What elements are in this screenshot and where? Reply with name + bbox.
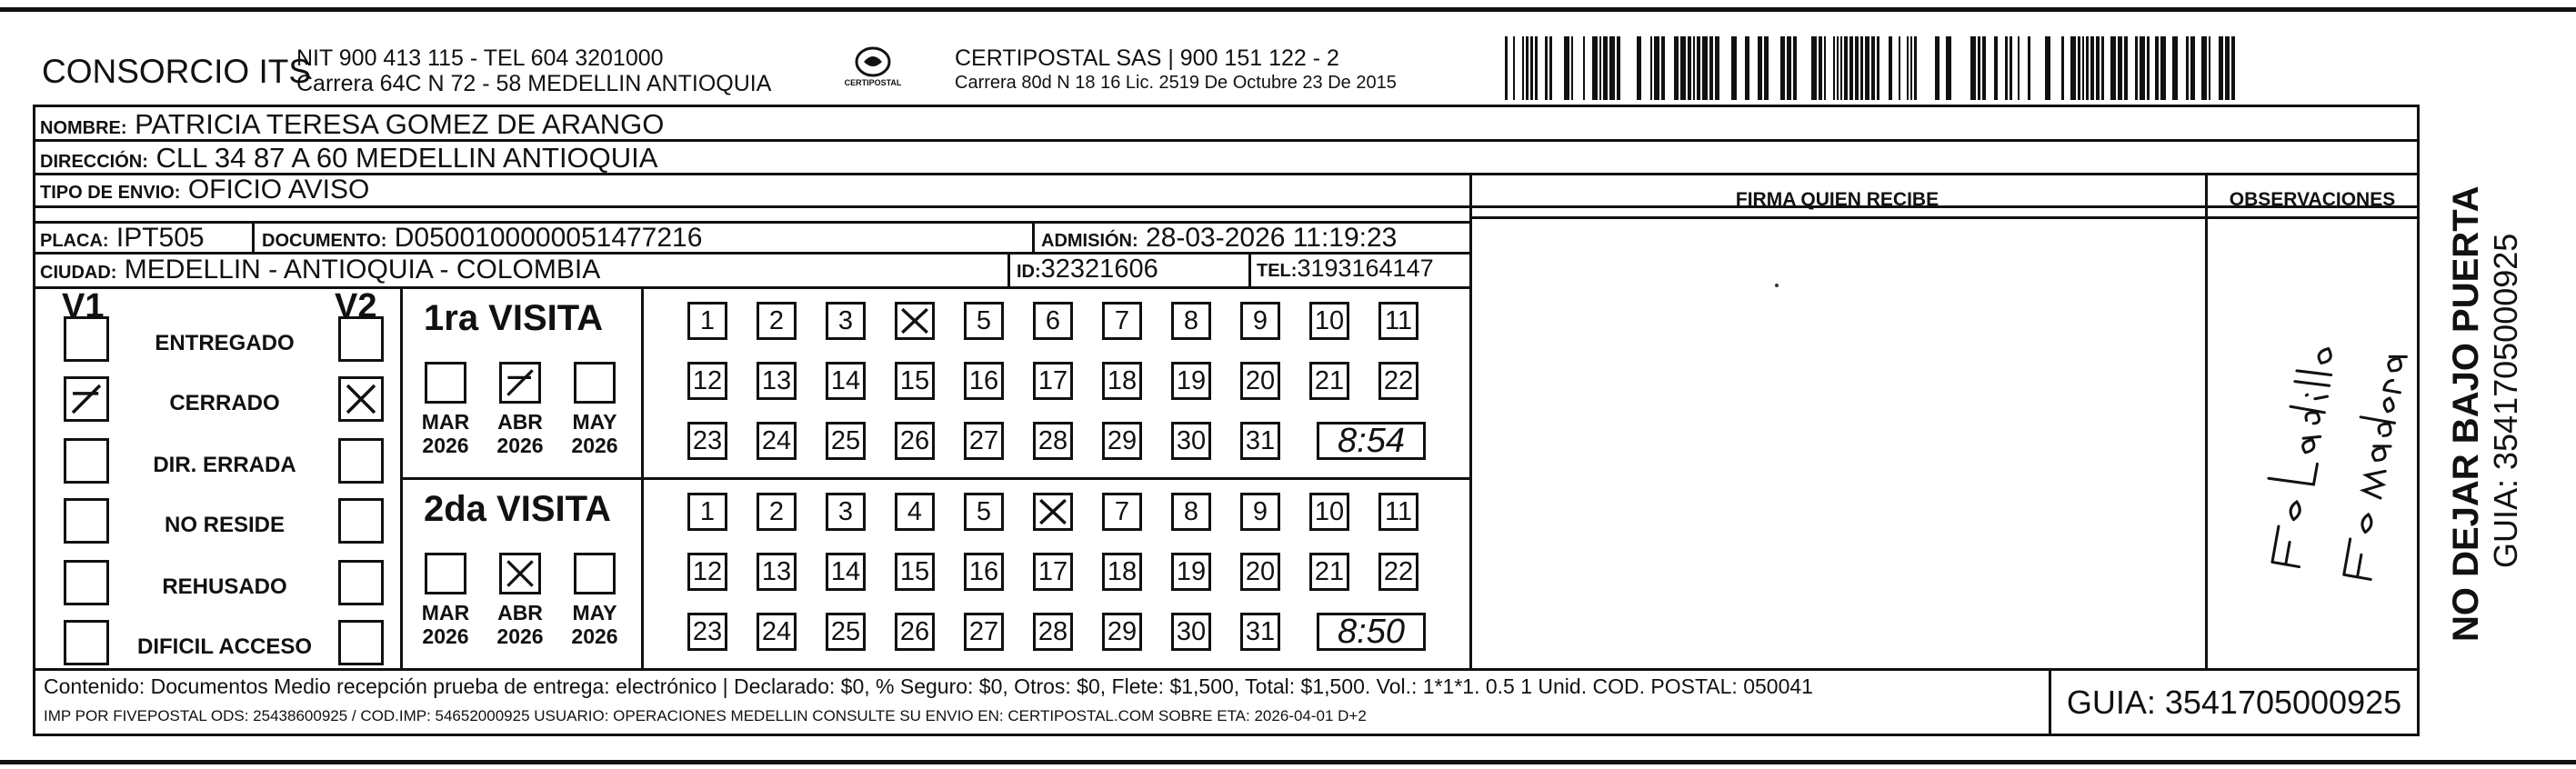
admision-value: 28-03-2026 11:19:23 <box>1146 223 1398 253</box>
admision-label: ADMISIÓN: <box>1041 231 1138 251</box>
direccion-label: DIRECCIÓN: <box>40 152 148 172</box>
day-box[interactable]: 19 <box>1171 553 1211 591</box>
row-id <box>1017 255 1158 285</box>
bottom-rule <box>0 760 2576 764</box>
day-box[interactable]: 21 <box>1309 553 1349 591</box>
day-box[interactable]: 23 <box>687 422 727 460</box>
v1-checkbox[interactable] <box>64 498 109 544</box>
day-box[interactable]: 13 <box>757 553 797 591</box>
side-warning: NO DEJAR BAJO PUERTA <box>2446 185 2486 642</box>
v2-checkbox[interactable] <box>338 438 384 484</box>
v1-checkbox[interactable] <box>64 316 109 362</box>
day-box[interactable]: 11 <box>1378 493 1418 531</box>
logo-caption: CERTIPOSTAL <box>844 78 902 87</box>
nombre-label: NOMBRE: <box>40 118 127 138</box>
footer-line1: Contenido: Documentos Medio recepción prueba de entrega: electrónico | Declarado: $0, % Seguro: $0, Otros: $0, Flete: $1,500, Total: $1,500. Vol.: 1*1*1. 0.5 1 Unid. COD. POSTAL: 050041 <box>44 674 1813 698</box>
month-checkbox[interactable] <box>574 553 616 594</box>
day-box[interactable]: 4 <box>895 493 935 531</box>
row-documento <box>262 223 702 254</box>
day-box[interactable]: 2 <box>757 302 797 340</box>
day-box[interactable]: 13 <box>757 362 797 400</box>
year-label: 2026 <box>422 434 469 457</box>
row-tel <box>1257 255 1434 283</box>
visit-time: 8:50 <box>1317 613 1426 651</box>
day-box[interactable]: 23 <box>687 613 727 651</box>
status-label: ENTREGADO <box>155 331 295 355</box>
v2-checkbox[interactable] <box>338 620 384 665</box>
day-box[interactable]: 20 <box>1240 362 1280 400</box>
day-box[interactable]: 28 <box>1033 422 1073 460</box>
day-box[interactable]: 12 <box>687 553 727 591</box>
row-direccion <box>40 142 657 175</box>
day-box[interactable]: 11 <box>1378 302 1418 340</box>
id-value: 32321606 <box>1040 255 1158 284</box>
status-label: DIFICIL ACCESO <box>136 634 312 659</box>
company-nit: NIT 900 413 115 - TEL 604 3201000 <box>296 45 664 71</box>
day-box[interactable]: 27 <box>964 613 1004 651</box>
v1-checkbox[interactable] <box>64 620 109 665</box>
footer-guia: GUIA: 3541705000925 <box>2066 684 2402 721</box>
day-box[interactable]: 21 <box>1309 362 1349 400</box>
day-box[interactable]: 17 <box>1033 553 1073 591</box>
v2-label: V2 <box>335 287 377 325</box>
company-address: Carrera 64C N 72 - 58 MEDELLIN ANTIOQUIA <box>296 71 772 96</box>
day-box[interactable]: 30 <box>1171 613 1211 651</box>
day-box[interactable]: 5 <box>964 493 1004 531</box>
month-checkbox[interactable] <box>425 553 466 594</box>
day-box[interactable]: 19 <box>1171 362 1211 400</box>
documento-value: D0500100000051477216 <box>394 223 703 253</box>
day-box[interactable]: 12 <box>687 362 727 400</box>
certipostal-logo <box>837 44 909 98</box>
row-placa <box>40 223 205 254</box>
tipo-value: OFICIO AVISO <box>187 175 370 205</box>
day-box[interactable]: 26 <box>895 613 935 651</box>
day-box[interactable]: 16 <box>964 362 1004 400</box>
day-box[interactable]: 3 <box>826 302 866 340</box>
day-box[interactable]: 14 <box>826 553 866 591</box>
visit-title: 2da VISITA <box>424 489 611 529</box>
v1-checkbox[interactable] <box>64 376 109 422</box>
day-box[interactable] <box>895 302 935 340</box>
status-label: CERRADO <box>169 391 280 415</box>
day-box[interactable]: 27 <box>964 422 1004 460</box>
v2-checkbox[interactable] <box>338 316 384 362</box>
day-box[interactable]: 17 <box>1033 362 1073 400</box>
visit-time: 8:54 <box>1317 422 1426 460</box>
top-rule <box>0 7 2576 12</box>
day-box[interactable]: 25 <box>826 613 866 651</box>
nombre-value: PATRICIA TERESA GOMEZ DE ARANGO <box>135 108 665 140</box>
day-box[interactable]: 18 <box>1102 553 1142 591</box>
signature-dot <box>1775 284 1779 287</box>
day-box[interactable]: 29 <box>1102 422 1142 460</box>
courier-license: Carrera 80d N 18 16 Lic. 2519 De Octubre 23 De 2015 <box>955 73 1397 93</box>
v2-checkbox[interactable] <box>338 560 384 605</box>
month-label: MAR <box>421 601 470 624</box>
day-box[interactable]: 31 <box>1240 422 1280 460</box>
row-ciudad <box>40 255 600 285</box>
day-box[interactable]: 1 <box>687 493 727 531</box>
side-guia: GUIA: 3541705000925 <box>2487 233 2524 568</box>
day-box[interactable]: 10 <box>1309 493 1349 531</box>
day-box[interactable]: 3 <box>826 493 866 531</box>
day-box[interactable]: 15 <box>895 553 935 591</box>
month-label: MAY <box>572 410 617 434</box>
row-nombre <box>40 108 664 141</box>
day-box[interactable]: 25 <box>826 422 866 460</box>
courier-line: CERTIPOSTAL SAS | 900 151 122 - 2 <box>955 45 1339 71</box>
year-label: 2026 <box>496 434 544 457</box>
status-label: NO RESIDE <box>164 513 286 537</box>
day-box[interactable]: 20 <box>1240 553 1280 591</box>
year-label: 2026 <box>422 624 469 648</box>
day-box[interactable]: 24 <box>757 613 797 651</box>
v2-checkbox[interactable] <box>338 498 384 544</box>
v1-checkbox[interactable] <box>64 560 109 605</box>
day-box[interactable]: 28 <box>1033 613 1073 651</box>
firma-label: FIRMA QUIEN RECIBE <box>1735 189 1940 210</box>
day-box[interactable]: 29 <box>1102 613 1142 651</box>
row-admision <box>1041 223 1397 254</box>
ciudad-label: CIUDAD: <box>40 263 117 283</box>
status-label: DIR. ERRADA <box>153 453 296 477</box>
month-checkbox[interactable] <box>499 553 541 594</box>
day-box[interactable]: 16 <box>964 553 1004 591</box>
day-box[interactable]: 26 <box>895 422 935 460</box>
documento-label: DOCUMENTO: <box>262 231 387 251</box>
v2-checkbox[interactable] <box>338 376 384 422</box>
day-box[interactable]: 8 <box>1171 493 1211 531</box>
day-box[interactable]: 18 <box>1102 362 1142 400</box>
status-label: REHUSADO <box>162 574 287 599</box>
month-checkbox[interactable] <box>574 362 616 404</box>
day-box[interactable]: 9 <box>1240 302 1280 340</box>
month-label: ABR <box>497 410 543 434</box>
day-box[interactable]: 10 <box>1309 302 1349 340</box>
footer-line2: IMP POR FIVEPOSTAL ODS: 25438600925 / COD.IMP: 54652000925 USUARIO: OPERACIONES MEDELLIN CONSULTE SU ENVIO EN: CERTIPOSTAL.COM SOBRE ETA: 2026-04-01 D+2 <box>44 707 1367 724</box>
observaciones-label: OBSERVACIONES <box>2229 189 2396 210</box>
day-box[interactable]: 7 <box>1102 493 1142 531</box>
visit-title: 1ra VISITA <box>424 298 604 338</box>
year-label: 2026 <box>496 624 544 648</box>
ciudad-value: MEDELLIN - ANTIOQUIA - COLOMBIA <box>124 255 601 285</box>
v1-label: V1 <box>62 287 105 325</box>
month-label: ABR <box>497 601 543 624</box>
day-box[interactable]: 2 <box>757 493 797 531</box>
year-label: 2026 <box>571 624 618 648</box>
year-label: 2026 <box>571 434 618 457</box>
day-box[interactable]: 22 <box>1378 362 1418 400</box>
day-box[interactable]: 30 <box>1171 422 1211 460</box>
placa-label: PLACA: <box>40 231 109 251</box>
row-tipo <box>40 175 369 205</box>
day-box[interactable]: 5 <box>964 302 1004 340</box>
day-box[interactable]: 24 <box>757 422 797 460</box>
barcode <box>1505 36 2237 100</box>
day-box[interactable] <box>1033 493 1073 531</box>
month-label: MAR <box>421 410 470 434</box>
month-checkbox[interactable] <box>499 362 541 404</box>
direccion-value: CLL 34 87 A 60 MEDELLIN ANTIOQUIA <box>155 142 658 174</box>
day-box[interactable]: 7 <box>1102 302 1142 340</box>
day-box[interactable]: 6 <box>1033 302 1073 340</box>
company-name: CONSORCIO ITS <box>42 53 312 90</box>
day-box[interactable]: 9 <box>1240 493 1280 531</box>
tel-label: TEL: <box>1257 261 1298 281</box>
day-box[interactable]: 8 <box>1171 302 1211 340</box>
signature-area <box>1472 219 2205 668</box>
id-label: ID: <box>1017 262 1041 282</box>
observations-handwriting <box>2210 300 2419 664</box>
day-box[interactable]: 1 <box>687 302 727 340</box>
day-box[interactable]: 14 <box>826 362 866 400</box>
tipo-label: TIPO DE ENVIO: <box>40 183 181 203</box>
day-box[interactable]: 31 <box>1240 613 1280 651</box>
placa-value: IPT505 <box>115 223 205 253</box>
month-checkbox[interactable] <box>425 362 466 404</box>
month-label: MAY <box>572 601 617 624</box>
v1-checkbox[interactable] <box>64 438 109 484</box>
day-box[interactable]: 22 <box>1378 553 1418 591</box>
tel-value: 3193164147 <box>1297 255 1434 282</box>
day-box[interactable]: 15 <box>895 362 935 400</box>
